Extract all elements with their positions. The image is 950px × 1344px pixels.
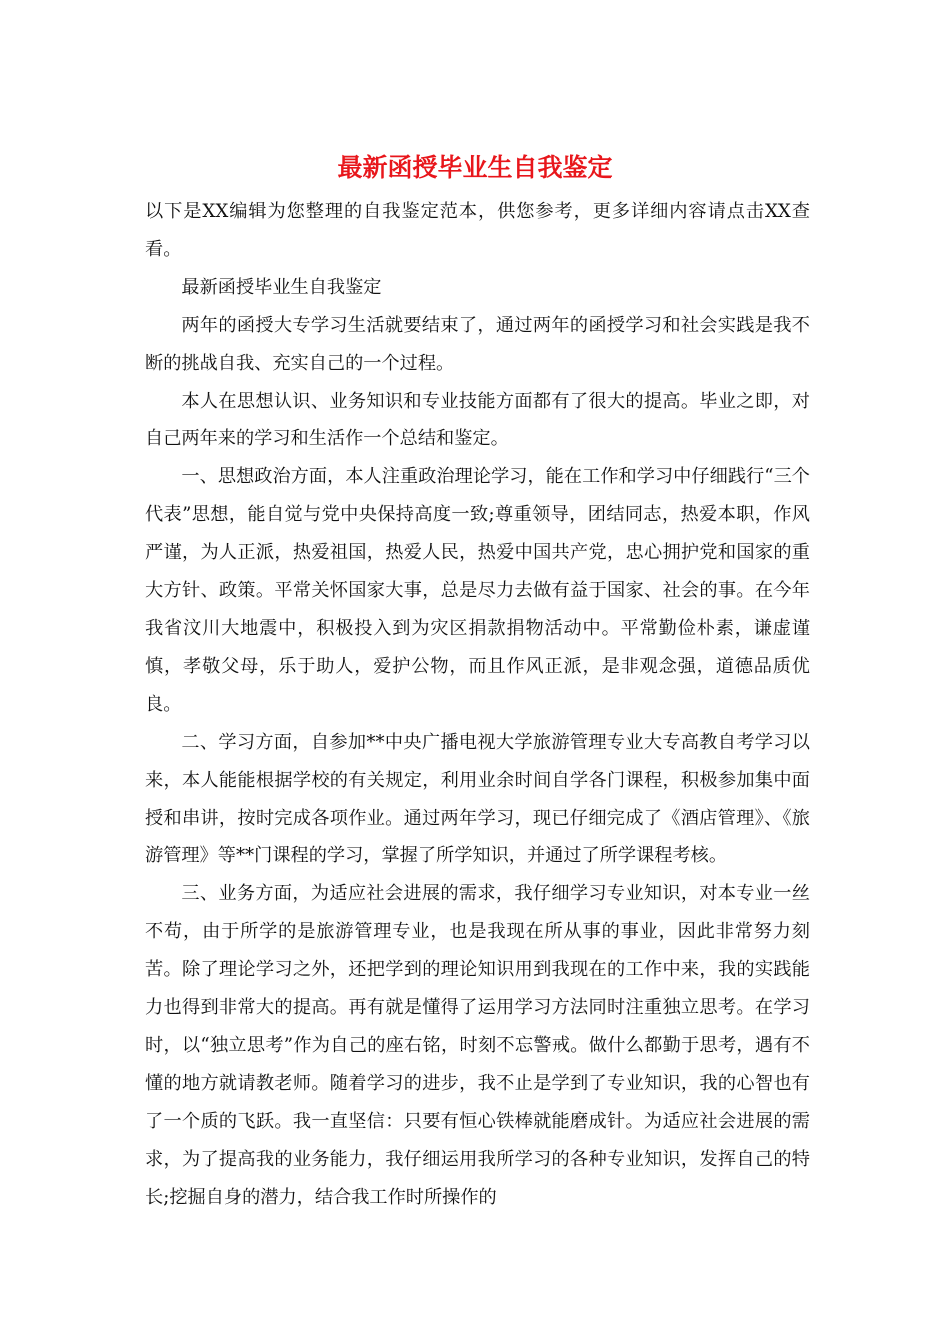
document-title: 最新函授毕业生自我鉴定 <box>337 153 613 182</box>
subtitle-paragraph: 最新函授毕业生自我鉴定 <box>181 276 382 298</box>
section-study-paragraph: 二、学习方面，自参加**中央广播电视大学旅游管理专业大专高教自考学习以来，本人能能根据学校的有关规定，利用业余时间自学各门课程，积极参加集中面授和串讲，按时完成各项作业。通过两年学习，现已仔细完成了《酒店管理》、《旅游管理》等**门课程的学习，掌握了所学知识，并通过了所学课程考核。 <box>145 731 810 867</box>
body-paragraph: 本人在思想认识、业务知识和专业技能方面都有了很大的提高。毕业之即，对自己两年来的学习和生活作一个总结和鉴定。 <box>145 390 810 450</box>
intro-paragraph: 以下是XX编辑为您整理的自我鉴定范本，供您参考，更多详细内容请点击XX查看。 <box>145 201 810 260</box>
body-paragraph: 两年的函授大专学习生活就要结束了，通过两年的函授学习和社会实践是我不断的挑战自我、充实自己的一个过程。 <box>145 314 810 374</box>
section-political-paragraph: 一、思想政治方面，本人注重政治理论学习，能在工作和学习中仔细践行“三个代表”思想，能自觉与党中央保持高度一致;尊重领导，团结同志，热爱本职，作风严谨，为人正派，热爱祖国，热爱人民，热爱中国共产党，忠心拥护党和国家的重大方针、政策。平常关怀国家大事，总是尽力去做有益于国家、社会的事。在今年我省汶川大地震中，积极投入到为灾区捐款捐物活动中。平常勤俭朴素，谦虚谨慎，孝敬父母，乐于助人，爱护公物，而且作风正派，是非观念强，道德品质优良。 <box>145 466 810 715</box>
section-business-paragraph: 三、业务方面，为适应社会进展的需求，我仔细学习专业知识，对本专业一丝不苟，由于所学的是旅游管理专业，也是我现在所从事的事业，因此非常努力刻苦。除了理论学习之外，还把学到的理论知识用到我现在的工作中来，我的实践能力也得到非常大的提高。再有就是懂得了运用学习方法同时注重独立思考。在学习时，以“独立思考”作为自己的座右铭，时刻不忘警戒。做什么都勤于思考，遇有不懂的地方就请教老师。随着学习的进步，我不止是学到了专业知识，我的心智也有了一个质的飞跃。我一直坚信：只要有恒心铁棒就能磨成针。为适应社会进展的需求，为了提高我的业务能力，我仔细运用我所学习的各种专业知识，发挥自己的特长;挖掘自身的潜力，结合我工作时所操作的 <box>145 883 810 1208</box>
document-body <box>145 193 810 1216</box>
